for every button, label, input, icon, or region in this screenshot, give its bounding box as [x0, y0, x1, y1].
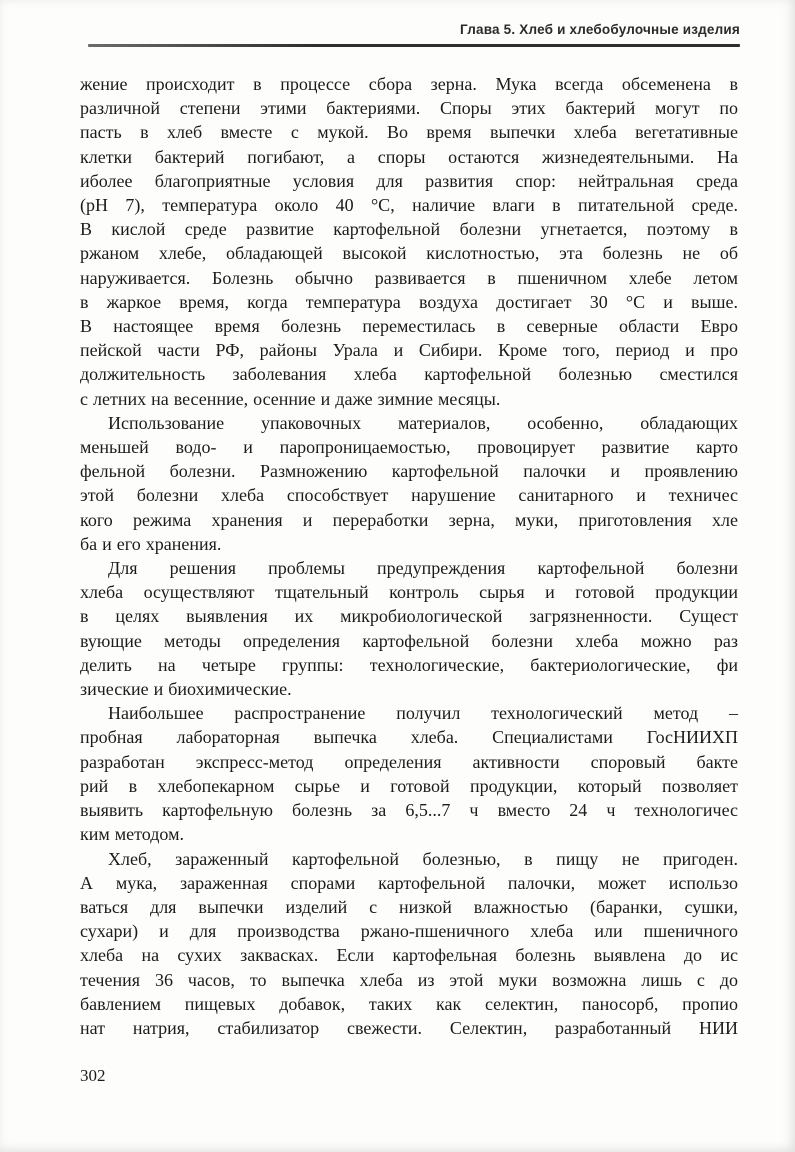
text-line: ба и его хранения. [80, 533, 222, 554]
text-line: этой болезни хлеба способствует нарушение санитарного и техничес [80, 485, 738, 506]
text-line: наруживается. Болезнь обычно развивается в пшеничном хлебе летом [80, 267, 738, 288]
text-line: рий в хлебопекарном сырье и готовой продукции, который позволяет [80, 775, 738, 796]
text-line: ким методом. [80, 824, 184, 845]
text-line: Хлеб, зараженный картофельной болезнью, в пищу не пригоден. [108, 848, 738, 869]
text-line: нат натрия, стабилизатор свежести. Селектин, разработанный НИИ [80, 1017, 738, 1038]
text-line: вующие методы определения картофельной болезни хлеба можно раз [80, 630, 738, 651]
text-line: сухари) и для производства ржано-пшеничного хлеба или пшеничного [80, 921, 738, 942]
page-body [80, 72, 738, 1040]
running-header: Глава 5. Хлеб и хлебобулочные изделия [460, 22, 740, 37]
text-line: разработан экспресс-метод определения активности споровый бакте [80, 751, 738, 772]
paragraph [80, 411, 738, 556]
text-line: ваться для выпечки изделий с низкой влажностью (баранки, сушки, [80, 896, 738, 917]
text-line: выявить картофельную болезнь за 6,5...7 ч вместо 24 ч технологичес [80, 800, 738, 821]
text-line: различной степени этими бактериями. Споры этих бактерий могут по [80, 98, 738, 119]
text-line: жение происходит в процессе сбора зерна. Мука всегда обсеменена в [80, 74, 738, 94]
text-line: (pH 7), температура около 40 °С, наличие влаги в питательной среде. [80, 195, 738, 216]
text-line: клетки бактерий погибают, а споры остаются жизнедеятельными. На [80, 146, 738, 167]
text-line: Для решения проблемы предупреждения картофельной болезни [108, 558, 738, 579]
header-rule [88, 44, 740, 47]
text-line: фельной болезни. Размножению картофельной палочки и проявлению [80, 461, 738, 482]
text-line: в жаркое время, когда температура воздуха достигает 30 °С и выше. [80, 291, 738, 312]
text-line: А мука, зараженная спорами картофельной палочки, может использо [80, 872, 738, 893]
text-line: В настоящее время болезнь переместилась в северные области Евро [80, 316, 738, 337]
page-number: 302 [80, 1066, 106, 1085]
text-line: должительность заболевания хлеба картофельной болезнью сместился [80, 364, 738, 385]
text-line: с летних на весенние, осенние и даже зимние месяцы. [80, 388, 501, 409]
text-line: Использование упаковочных материалов, особенно, обладающих [108, 412, 738, 433]
text-line: Наибольшее распространение получил технологический метод – [108, 703, 738, 724]
text-line: хлеба осуществляют тщательный контроль сырья и готовой продукции [80, 582, 738, 603]
text-line: течения 36 часов, то выпечка хлеба из этой муки возможна лишь с до [80, 969, 738, 990]
paragraph [80, 847, 738, 1041]
text-line: делить на четыре группы: технологические, бактериологические, фи [80, 654, 738, 675]
text-line: хлеба на сухих заквасках. Если картофельная болезнь выявлена до ис [80, 945, 738, 966]
text-line: В кислой среде развитие картофельной болезни угнетается, поэтому в [80, 219, 738, 240]
text-line: в целях выявления их микробиологической загрязненности. Сущест [80, 606, 738, 627]
text-line: бавлением пищевых добавок, таких как селектин, паносорб, пропио [80, 993, 738, 1014]
text-line: меньшей водо- и паропроницаемостью, провоцирует развитие карто [80, 437, 738, 458]
text-line: иболее благоприятные условия для развития спор: нейтральная среда [80, 170, 738, 191]
text-line: пробная лабораторная выпечка хлеба. Специалистами ГосНИИХП [80, 727, 738, 748]
text-line: пасть в хлеб вместе с мукой. Во время выпечки хлеба вегетативные [80, 122, 738, 143]
paragraph [80, 701, 738, 846]
text-line: ржаном хлебе, обладающей высокой кислотностью, эта болезнь не об [80, 243, 738, 264]
text-line: пейской части РФ, районы Урала и Сибири. Кроме того, период и про [80, 340, 738, 361]
text-line: кого режима хранения и переработки зерна, муки, приготовления хле [80, 509, 738, 530]
paragraph [80, 72, 738, 411]
paragraph [80, 556, 738, 701]
text-line: зические и биохимические. [80, 679, 292, 700]
